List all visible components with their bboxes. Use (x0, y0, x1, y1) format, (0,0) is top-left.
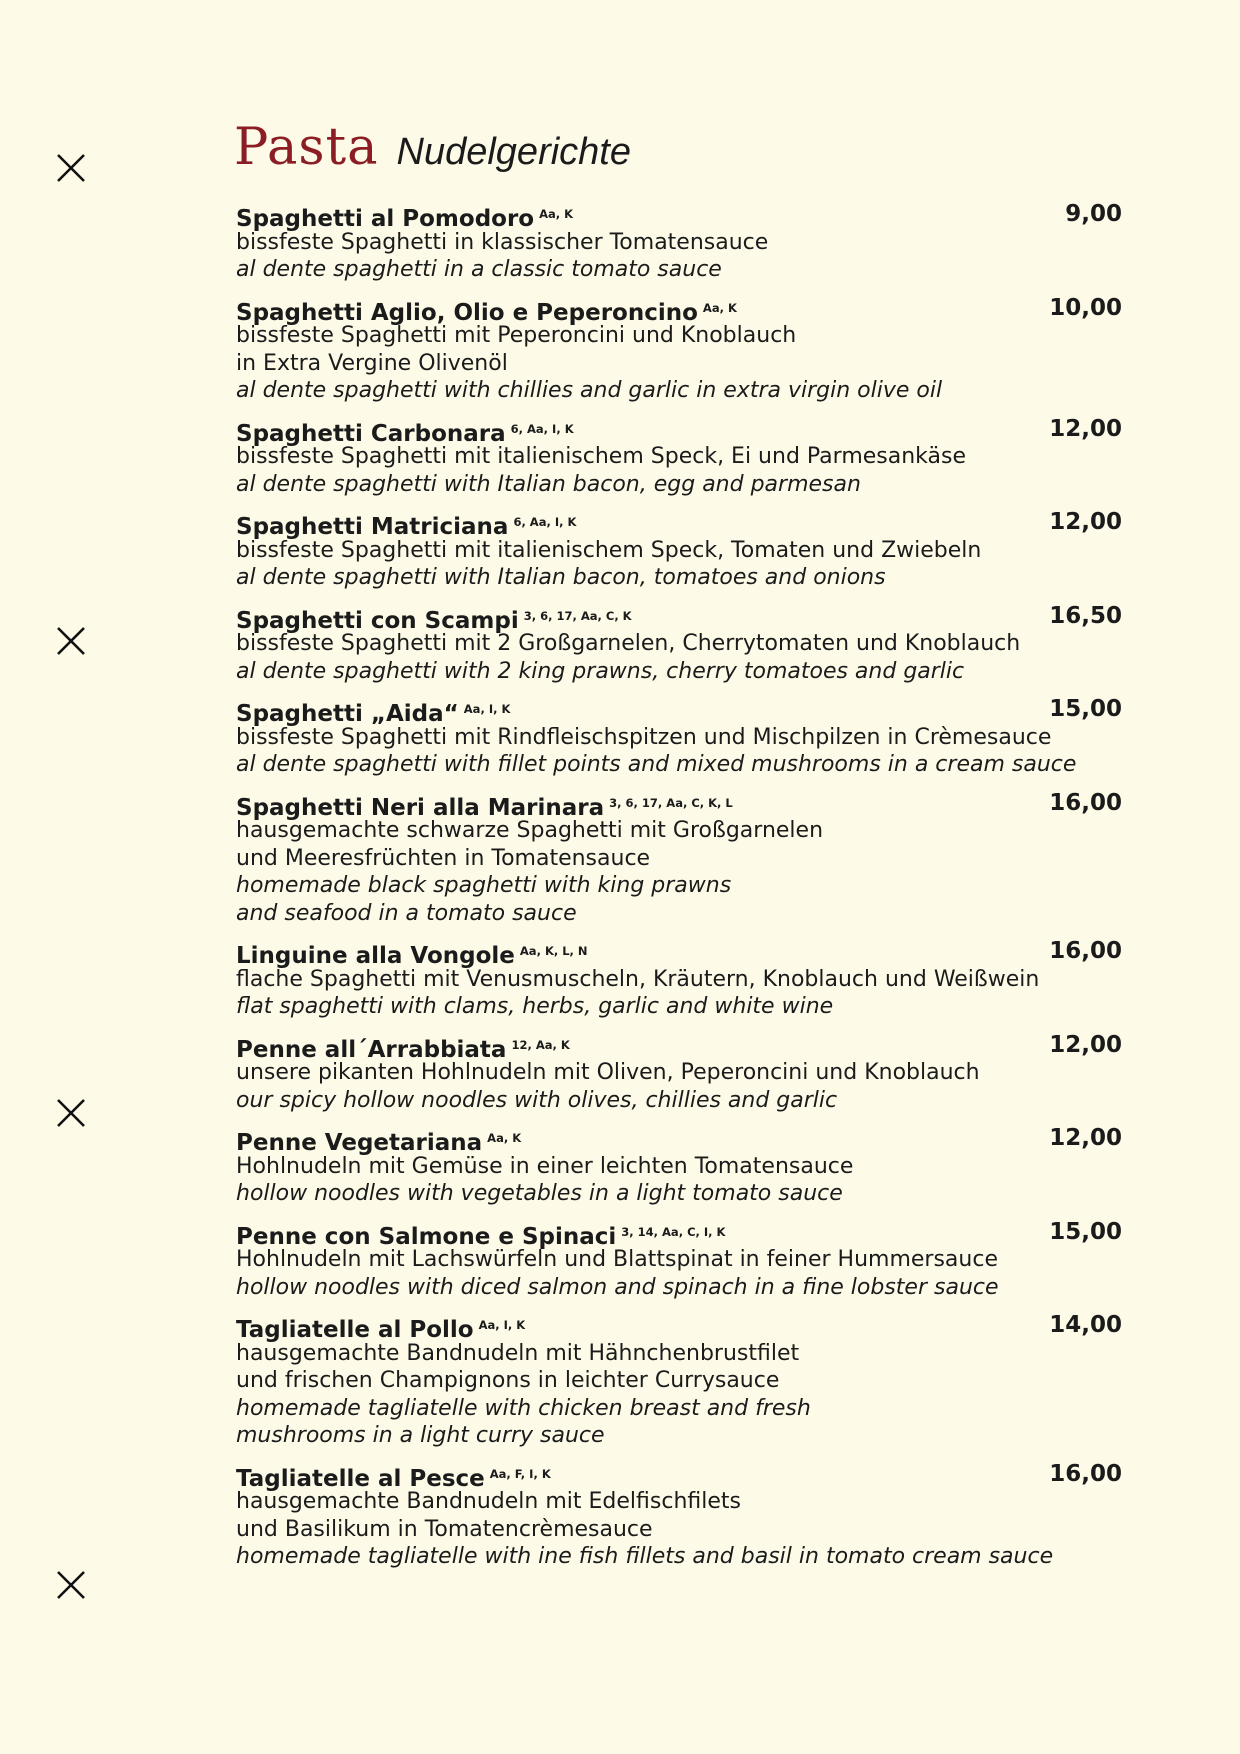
dish-name: Penne Vegetariana (236, 1130, 483, 1156)
description-de: und Basilikum in Tomatencrèmesauce (236, 1516, 653, 1542)
description-de: in Extra Vergine Olivenöl (236, 350, 508, 376)
dish-name: Tagliatelle al Pollo (236, 1317, 474, 1343)
description-en: homemade tagliatelle with chicken breast and fresh (236, 1395, 811, 1421)
dish-name-line (236, 1125, 1126, 1156)
description-en: flat spaghetti with clams, herbs, garlic and white wine (236, 994, 834, 1019)
description-de: flache Spaghetti mit Venusmuscheln, Kräutern, Knoblauch und Weißwein (236, 966, 1040, 992)
dish-price: 9,00 (1065, 201, 1122, 227)
dish-price: 15,00 (1049, 696, 1122, 722)
allergen-codes: 3, 6, 17, Aa, C, K, L (609, 795, 733, 810)
description-en: mushrooms in a light curry sauce (236, 1423, 605, 1448)
allergen-codes: 6, Aa, I, K (510, 421, 574, 436)
dish-name-line (236, 416, 1126, 447)
dish-name-line (236, 1032, 1126, 1063)
dish-name-line (236, 1219, 1126, 1250)
dish-name: Spaghetti Matriciana (236, 514, 509, 540)
dish-name-line (236, 1461, 1126, 1492)
description-de: hausgemachte Bandnudeln mit Hähnchenbrustfilet (236, 1340, 800, 1366)
allergen-codes: Aa, I, K (478, 1318, 526, 1332)
dish-name: Spaghetti Carbonara (236, 420, 506, 447)
dish-price: 12,00 (1049, 1031, 1122, 1058)
description-en: al dente spaghetti with chillies and garlic in extra virgin olive oil (236, 378, 943, 403)
dish-name: Linguine alla Vongole (236, 943, 515, 969)
dish-price: 15,00 (1049, 1218, 1122, 1245)
dish-name: Spaghetti „Aida“ (236, 701, 459, 727)
dish-price: 12,00 (1049, 415, 1122, 442)
close-icon (56, 1098, 86, 1128)
dish-name: Spaghetti Aglio, Olio e Peperoncino (236, 299, 698, 326)
description-en: homemade black spaghetti with king prawns (236, 873, 732, 898)
allergen-codes: 3, 14, Aa, C, I, K (621, 1224, 726, 1239)
allergen-codes: Aa, F, I, K (489, 1466, 551, 1481)
menu-item (236, 1219, 1126, 1302)
description-en: homemade tagliatelle with ine fish fillets and basil in tomato cream sauce (236, 1544, 1054, 1569)
description-de: bissfeste Spaghetti mit italienischem Speck, Ei und Parmesankäse (236, 444, 967, 469)
description-de: Hohlnudeln mit Lachswürfeln und Blattspinat in feiner Hummersauce (236, 1247, 998, 1272)
dish-name-line (236, 295, 1126, 326)
menu-item (236, 696, 1126, 779)
close-icon (56, 153, 86, 183)
dish-price: 16,00 (1049, 938, 1122, 964)
description-en: al dente spaghetti in a classic tomato sauce (236, 257, 722, 282)
dish-name-line (236, 603, 1126, 634)
dish-name: Penne all´Arrabbiata (236, 1036, 507, 1063)
description-de: bissfeste Spaghetti mit 2 Großgarnelen, Cherrytomaten und Knoblauch (236, 631, 1021, 656)
dish-price: 14,00 (1049, 1312, 1122, 1338)
dish-name: Spaghetti con Scampi (236, 607, 519, 634)
menu-item (236, 201, 1126, 284)
description-en: al dente spaghetti with Italian bacon, egg and parmesan (236, 471, 861, 497)
dish-name-line (236, 696, 1126, 727)
dish-price: 16,50 (1049, 602, 1122, 629)
menu-item (236, 1125, 1126, 1208)
description-de: unsere pikanten Hohlnudeln mit Oliven, Peperoncini und Knoblauch (236, 1060, 980, 1085)
description-en: al dente spaghetti with Italian bacon, tomatoes and onions (236, 565, 886, 590)
page-subtitle: Nudelgerichte (396, 131, 631, 173)
close-icon (56, 626, 86, 656)
dish-name: Spaghetti Neri alla Marinara (236, 794, 605, 821)
menu-item (236, 295, 1126, 405)
allergen-codes: Aa, K (702, 300, 737, 315)
description-en: and seafood in a tomato sauce (236, 900, 577, 926)
allergen-codes: 12, Aa, K (511, 1037, 570, 1052)
menu-item (236, 1461, 1126, 1571)
menu-list (236, 201, 1126, 1582)
description-de: bissfeste Spaghetti in klassischer Tomatensauce (236, 229, 769, 255)
dish-price: 12,00 (1049, 509, 1122, 535)
dish-name-line (236, 509, 1126, 540)
description-de: bissfeste Spaghetti mit italienischem Speck, Tomaten und Zwiebeln (236, 537, 982, 563)
description-de: bissfeste Spaghetti mit Rindfleischspitzen und Mischpilzen in Crèmesauce (236, 724, 1052, 750)
allergen-codes: Aa, K, L, N (519, 944, 588, 958)
dish-name-line (236, 938, 1126, 969)
dish-name: Spaghetti al Pomodoro (236, 206, 535, 232)
dish-name: Penne con Salmone e Spinaci (236, 1223, 617, 1250)
menu-item (236, 509, 1126, 592)
allergen-codes: 3, 6, 17, Aa, C, K (523, 608, 632, 623)
dish-name-line (236, 1312, 1126, 1343)
dish-name-line (236, 201, 1126, 232)
description-de: hausgemachte schwarze Spaghetti mit Großgarnelen (236, 818, 824, 843)
description-de: und frischen Champignons in leichter Currysauce (236, 1368, 780, 1393)
allergen-codes: 6, Aa, I, K (513, 515, 577, 529)
description-en: al dente spaghetti with 2 king prawns, cherry tomatoes and garlic (236, 658, 965, 684)
dish-name: Tagliatelle al Pesce (236, 1465, 485, 1492)
allergen-codes: Aa, K (539, 207, 574, 221)
description-en: hollow noodles with diced salmon and spinach in a fine lobster sauce (236, 1274, 999, 1300)
description-de: bissfeste Spaghetti mit Peperoncini und Knoblauch (236, 323, 797, 348)
allergen-codes: Aa, K (487, 1131, 522, 1145)
menu-item (236, 603, 1126, 686)
description-en: al dente spaghetti with fillet points and mixed mushrooms in a cream sauce (236, 752, 1077, 777)
dish-price: 12,00 (1049, 1125, 1122, 1151)
description-en: our spicy hollow noodles with olives, chillies and garlic (236, 1087, 838, 1113)
page-header (234, 118, 631, 178)
description-de: Hohlnudeln mit Gemüse in einer leichten Tomatensauce (236, 1153, 854, 1179)
dish-price: 10,00 (1049, 294, 1122, 321)
allergen-codes: Aa, I, K (463, 702, 511, 716)
menu-item (236, 1032, 1126, 1115)
description-de: hausgemachte Bandnudeln mit Edelfischfilets (236, 1489, 741, 1514)
dish-price: 16,00 (1049, 789, 1122, 816)
page-title: Pasta (234, 118, 379, 177)
menu-item (236, 790, 1126, 928)
menu-item (236, 1312, 1126, 1450)
menu-item (236, 416, 1126, 499)
description-en: hollow noodles with vegetables in a light tomato sauce (236, 1181, 843, 1206)
dish-name-line (236, 790, 1126, 821)
close-icon (56, 1570, 86, 1600)
description-de: und Meeresfrüchten in Tomatensauce (236, 845, 651, 871)
menu-item (236, 938, 1126, 1021)
dish-price: 16,00 (1049, 1460, 1122, 1487)
